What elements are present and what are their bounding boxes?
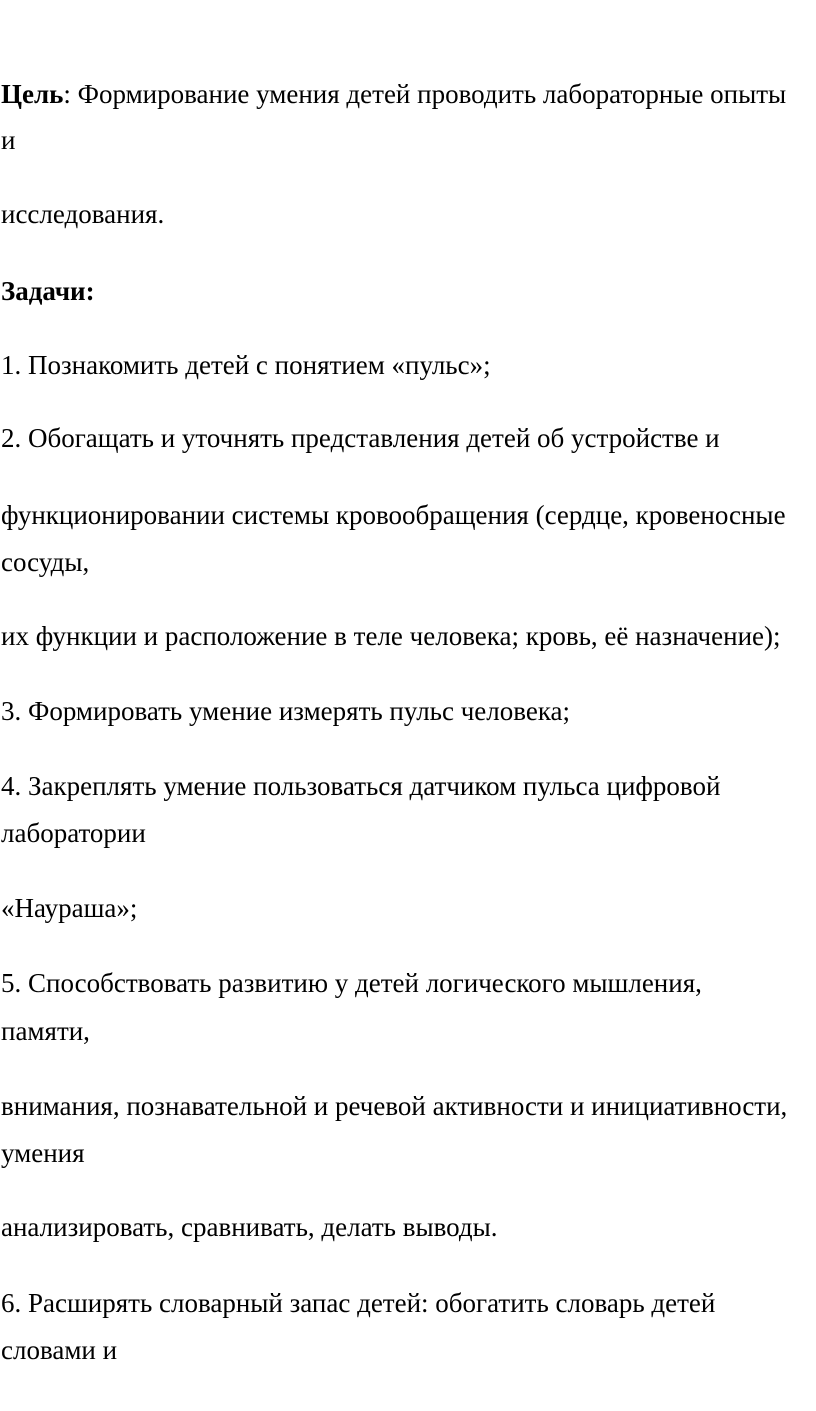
goal-text-1: : Формирование умения детей проводить лабораторные опыты [63,79,787,109]
tasks-heading: Задачи: [1,276,95,306]
task-5-line-1: 5. Способствовать развитию у детей логического мышления, [1,968,702,998]
task-6-line-1: 6. Расширять словарный запас детей: обогатить словарь детей [1,1288,716,1318]
task-4-line-2: лаборатории [1,818,146,848]
task-5-line-3: внимания, познавательной и речевой активности и инициативности, [1,1091,788,1121]
task-6-line-2: словами и [1,1335,118,1365]
task-1: 1. Познакомить детей с понятием «пульс»; [1,350,491,380]
goal-line-1 [1,78,786,110]
goal-label: Цель [1,79,64,109]
task-2-line-4: их функции и расположение в теле человека; кровь, её назначение); [1,621,781,651]
task-4-line-1: 4. Закреплять умение пользоваться датчиком пульса цифровой [1,771,721,801]
task-5-line-4: умения [1,1138,85,1168]
task-5-line-2: памяти, [1,1016,90,1046]
task-2-line-2: функционировании системы кровообращения (сердце, кровеносные [1,500,786,530]
goal-line-3: исследования. [1,199,165,229]
task-2-line-1: 2. Обогащать и уточнять представления детей об устройстве и [1,423,720,453]
task-3: 3. Формировать умение измерять пульс человека; [1,696,571,726]
task-2-line-3: сосуды, [1,547,90,577]
task-4-line-3: «Наураша»; [1,893,138,923]
task-5-line-5: анализировать, сравнивать, делать выводы. [1,1212,498,1242]
goal-line-2: и [1,125,16,155]
